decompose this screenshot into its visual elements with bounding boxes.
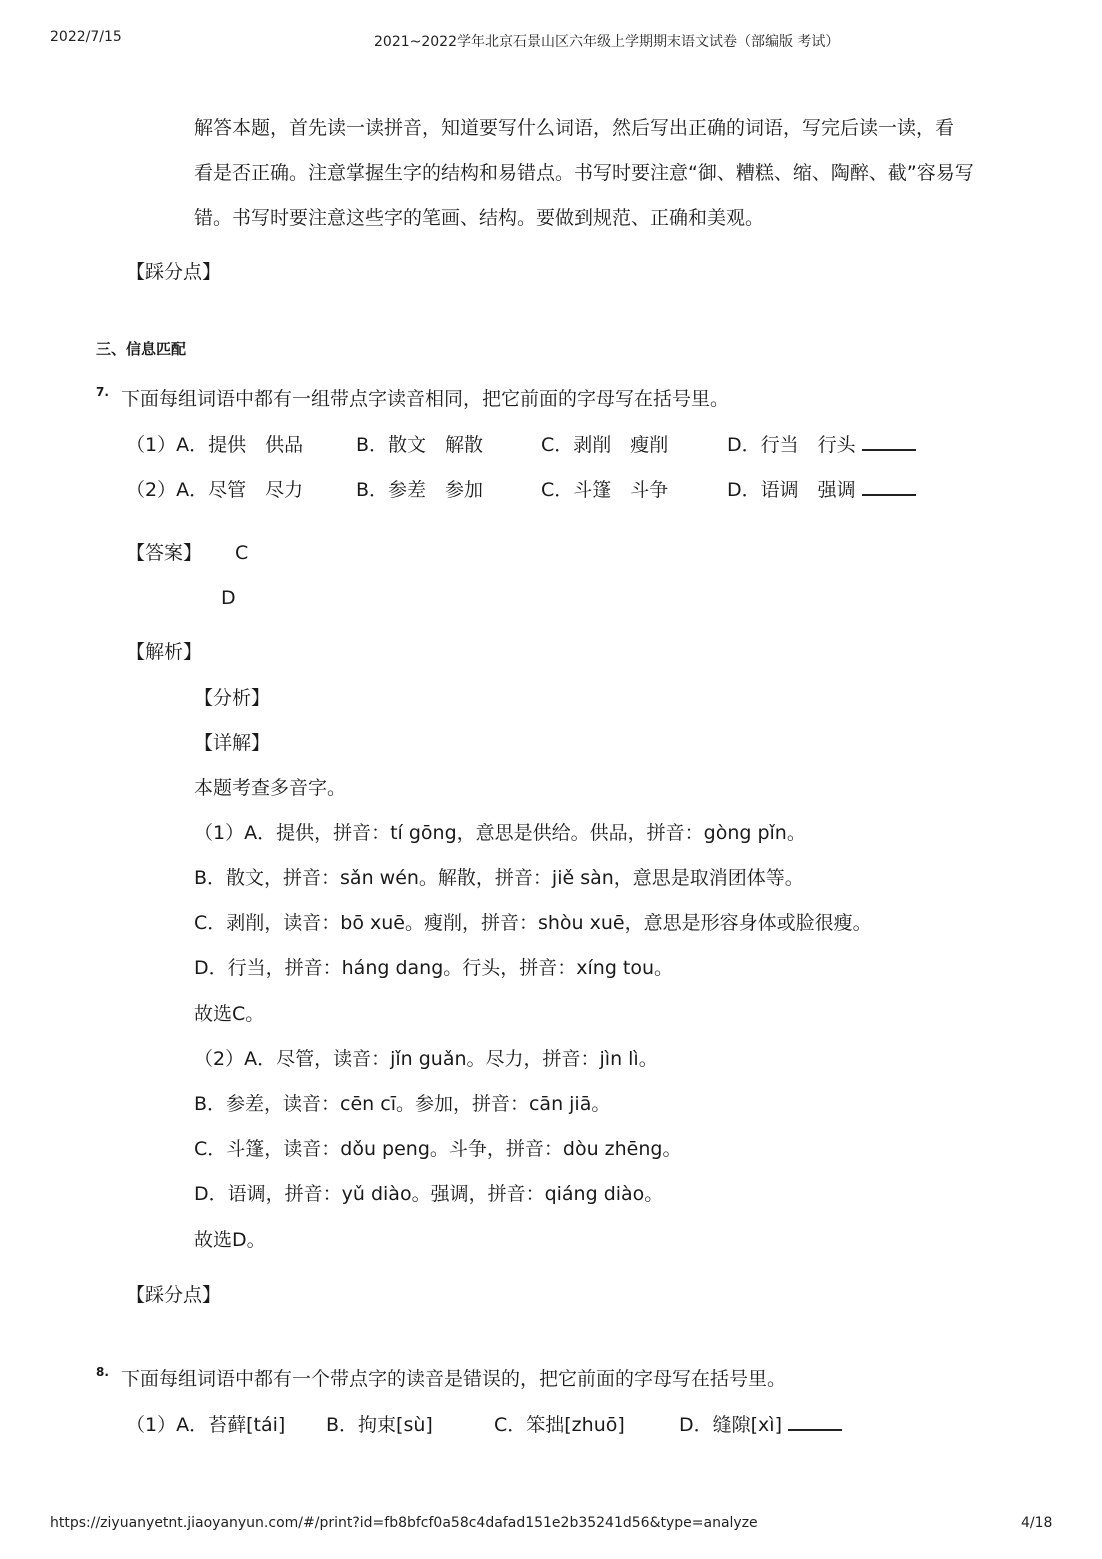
q6-analysis-line-1: 解答本题，首先读一读拼音，知道要写什么词语，然后写出正确的词语，写完后读一读，看: [194, 117, 955, 139]
q7-detail-line-8: B．参差，读音：cēn cī。参加，拼音：cān jiā。: [194, 1093, 611, 1115]
q7-xiangjie-label: 【详解】: [194, 732, 271, 754]
q7-answer-1: C: [235, 542, 249, 564]
q7-row1-option-a: （1）A．提供 供品: [126, 434, 304, 456]
q7-row1-option-c: C．剥削 瘦削: [541, 434, 669, 456]
q7-detail-line-3: B．散文，拼音：sǎn wén。解散，拼音：jiě sàn，意思是取消团体等。: [194, 867, 804, 889]
q7-detail-line-9: C．斗篷，读音：dǒu peng。斗争，拼音：dòu zhēng。: [194, 1138, 682, 1160]
q8-stem: 下面每组词语中都有一个带点字的读音是错误的，把它前面的字母写在括号里。: [121, 1368, 787, 1390]
q7-row2-option-d: D．语调 强调: [727, 478, 916, 502]
q7-number: 7.: [96, 385, 109, 399]
page-number: 4/18: [1021, 1515, 1053, 1531]
q7-row2-option-c: C．斗篷 斗争: [541, 479, 669, 501]
q7-answer-2: D: [221, 587, 236, 609]
q7-detail-line-5: D．行当，拼音：háng dang。行头，拼音：xíng tou。: [194, 957, 674, 979]
q6-score-label: 【踩分点】: [126, 261, 222, 283]
q7-detail-line-7: （2）A．尽管，读音：jǐn guǎn。尽力，拼音：jìn lì。: [194, 1048, 658, 1070]
q7-detail-line-6: 故选C。: [194, 1003, 265, 1025]
q8-row1-option-a: （1）A．苔藓[tái]: [126, 1414, 286, 1436]
q7-fenxi-label: 【分析】: [194, 687, 271, 709]
answer-blank: [788, 1413, 842, 1431]
q7-answer-label: 【答案】: [126, 542, 203, 564]
q8-row1-option-d: D．缝隙[xì]: [679, 1413, 842, 1437]
answer-blank: [862, 433, 916, 451]
answer-blank: [862, 478, 916, 496]
q7-jiexi-label: 【解析】: [126, 641, 203, 663]
q7-row2-option-b: B．参差 参加: [356, 479, 484, 501]
q7-detail-line-10: D．语调，拼音：yǔ diào。强调，拼音：qiáng diào。: [194, 1183, 664, 1205]
q6-analysis-line-2: 看是否正确。注意掌握生字的结构和易错点。书写时要注意“御、糟糕、缩、陶醉、截”容易写: [194, 162, 974, 184]
q7-detail-line-2: （1）A．提供，拼音：tí gōng，意思是供给。供品，拼音：gòng pǐn。: [194, 822, 806, 844]
q7-row1-option-d: D．行当 行头: [727, 433, 916, 457]
section-title: 三、信息匹配: [96, 340, 187, 358]
page-title: 2021~2022学年北京石景山区六年级上学期期末语文试卷（部编版 考试）: [374, 34, 840, 50]
q7-row2-option-a: （2）A．尽管 尽力: [126, 479, 304, 501]
print-date: 2022/7/15: [50, 29, 122, 45]
page-url: https://ziyuanyetnt.jiaoyanyun.com/#/print?id=fb8bfcf0a58c4dafad151e2b35241d56&type=analyze: [50, 1515, 758, 1531]
q7-detail-line-1: 本题考查多音字。: [194, 777, 347, 799]
q8-number: 8.: [96, 1365, 109, 1379]
q7-score-label: 【踩分点】: [126, 1284, 222, 1306]
q7-detail-line-4: C．剥削，读音：bō xuē。瘦削，拼音：shòu xuē，意思是形容身体或脸很瘦。: [194, 912, 872, 934]
q7-row1-option-b: B．散文 解散: [356, 434, 484, 456]
q8-row1-option-c: C．笨拙[zhuō]: [494, 1414, 625, 1436]
q7-detail-line-11: 故选D。: [194, 1229, 266, 1251]
q6-analysis-line-3: 错。书写时要注意这些字的笔画、结构。要做到规范、正确和美观。: [194, 207, 765, 229]
q7-stem: 下面每组词语中都有一组带点字读音相同，把它前面的字母写在括号里。: [121, 388, 730, 410]
q8-row1-option-b: B．拘束[sù]: [326, 1414, 433, 1436]
